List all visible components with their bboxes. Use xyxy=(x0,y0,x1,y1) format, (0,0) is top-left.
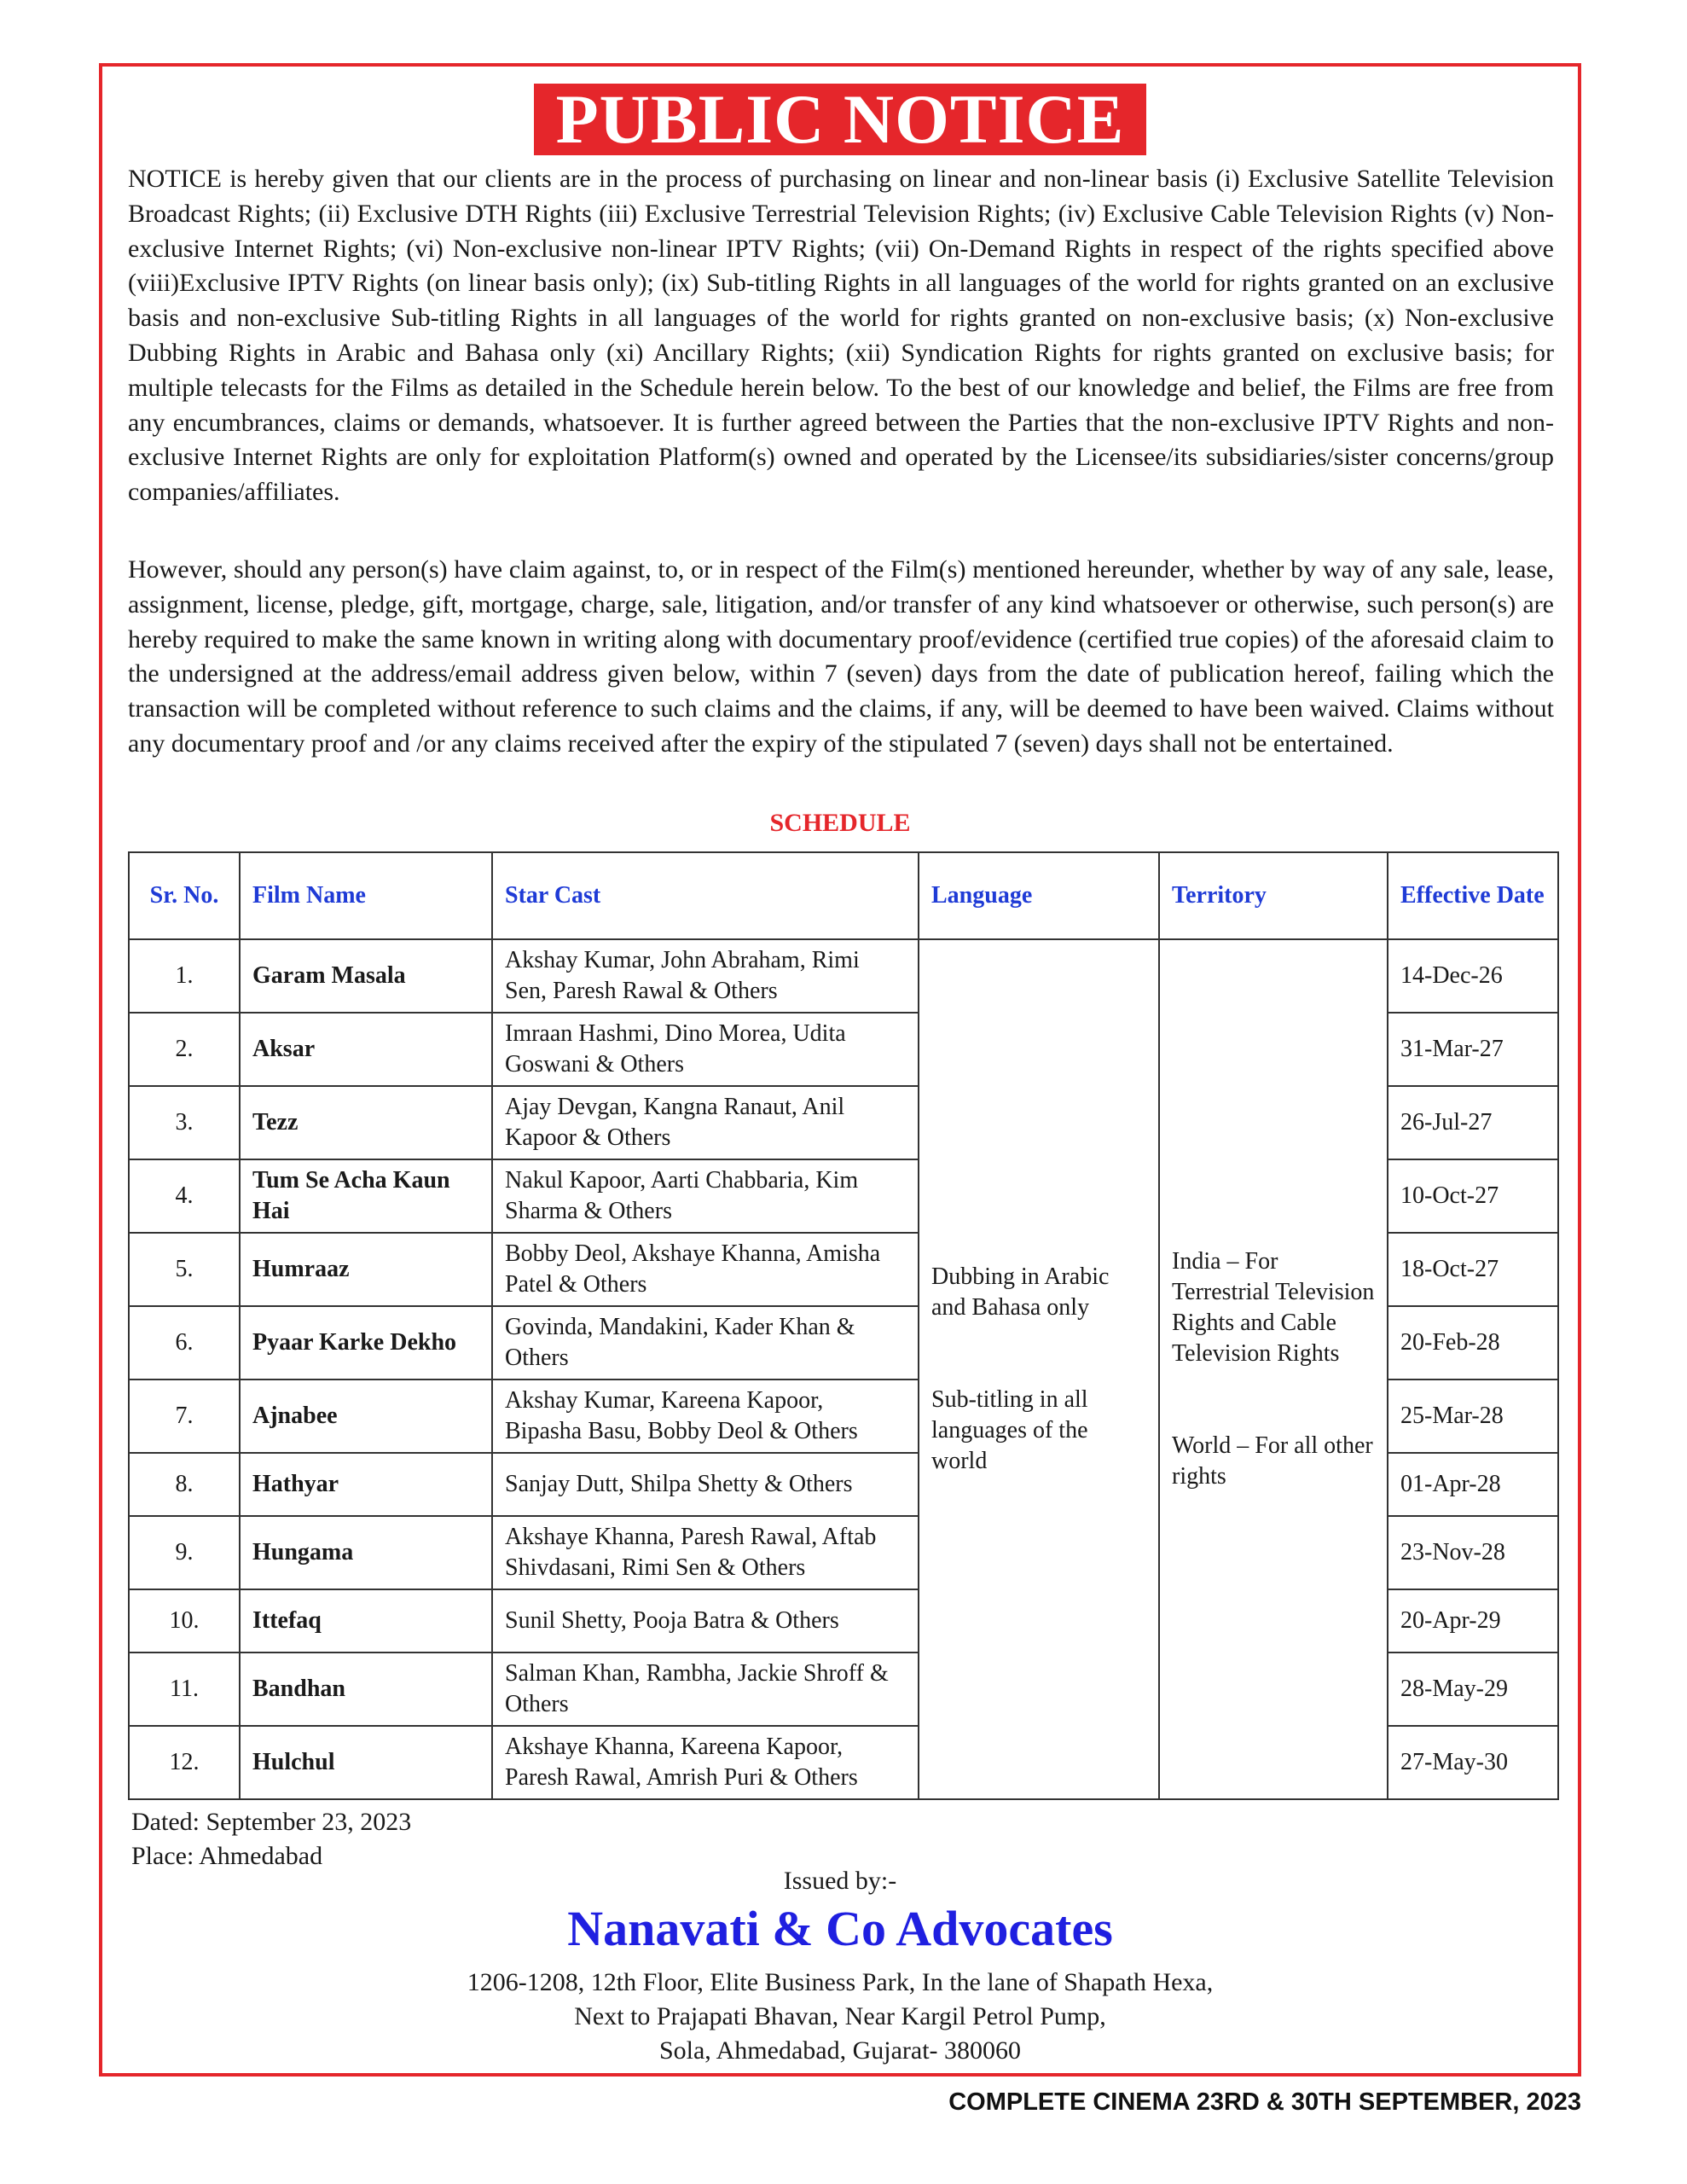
territory-cell xyxy=(1159,939,1388,1799)
row-film: Tum Se Acha Kaun Hai xyxy=(240,1159,492,1233)
row-sr: 7. xyxy=(129,1380,240,1453)
address-line-1: 1206-1208, 12th Floor, Elite Business Park, In the lane of Shapath Hexa, xyxy=(467,1968,1214,1996)
row-date: 18-Oct-27 xyxy=(1388,1233,1558,1306)
row-film: Pyaar Karke Dekho xyxy=(240,1306,492,1380)
territory-india: India – For Terrestrial Television Rights and Cable Television Rights xyxy=(1172,1248,1375,1367)
notice-paragraph-1: NOTICE is hereby given that our clients are in the process of purchasing on linear and non-linear basis (i) Exclusive Satellite Television Broadcast Rights; (ii) Exclusive DTH Rights (iii) Exclusive Terrestrial Television Rights; (iv) Exclusive Cable Television Rights (v) Non-exclusive Internet Rights; (vi) Non-exclusive non-linear IPTV Rights; (vii) On-Demand Rights in respect of the rights specified above (viii)Exclusive IPTV Rights (on linear basis only); (ix) Sub-titling Rights in all languages of the world for rights granted on an exclusive basis and non-exclusive Sub-titling Rights in all languages of the world for rights granted on non-exclusive basis; (x) Non-exclusive Dubbing Rights in Arabic and Bahasa only (xi) Ancillary Rights; (xii) Syndication Rights for rights granted on exclusive basis; for multiple telecasts for the Films as detailed in the Schedule herein below. To the best of our knowledge and belief, the Films are free from any encumbrances, claims or demands, whatsoever. It is further agreed between the Parties that the non-exclusive IPTV Rights and non-exclusive Internet Rights are only for exploitation Platform(s) owned and operated by the Licensee/its subsidiaries/sister concerns/group companies/affiliates. xyxy=(128,165,1554,507)
row-date: 26-Jul-27 xyxy=(1388,1086,1558,1159)
row-cast: Imraan Hashmi, Dino Morea, Udita Goswani & Others xyxy=(492,1013,919,1086)
address-line-2: Next to Prajapati Bhavan, Near Kargil Petrol Pump, xyxy=(574,2002,1106,2030)
row-film: Aksar xyxy=(240,1013,492,1086)
language-dubbing: Dubbing in Arabic and Bahasa only xyxy=(931,1263,1110,1321)
publication-footer: COMPLETE CINEMA 23RD & 30TH SEPTEMBER, 2023 xyxy=(948,2088,1581,2116)
header-language: Language xyxy=(919,852,1159,939)
row-cast: Sunil Shetty, Pooja Batra & Others xyxy=(492,1589,919,1653)
table-row xyxy=(129,939,1558,1013)
row-film: Hungama xyxy=(240,1516,492,1589)
header-effective-date: Effective Date xyxy=(1388,852,1558,939)
row-sr: 1. xyxy=(129,939,240,1013)
row-cast: Bobby Deol, Akshaye Khanna, Amisha Patel & Others xyxy=(492,1233,919,1306)
row-film: Bandhan xyxy=(240,1653,492,1726)
row-film: Humraaz xyxy=(240,1233,492,1306)
row-film: Ittefaq xyxy=(240,1589,492,1653)
row-date: 28-May-29 xyxy=(1388,1653,1558,1726)
territory-world: World – For all other rights xyxy=(1172,1432,1373,1490)
row-sr: 5. xyxy=(129,1233,240,1306)
row-date: 31-Mar-27 xyxy=(1388,1013,1558,1086)
row-film: Tezz xyxy=(240,1086,492,1159)
header-film-name: Film Name xyxy=(240,852,492,939)
row-cast: Akshay Kumar, John Abraham, Rimi Sen, Paresh Rawal & Others xyxy=(492,939,919,1013)
row-sr: 2. xyxy=(129,1013,240,1086)
row-cast: Nakul Kapoor, Aarti Chabbaria, Kim Sharma & Others xyxy=(492,1159,919,1233)
row-sr: 10. xyxy=(129,1589,240,1653)
row-sr: 8. xyxy=(129,1453,240,1516)
row-sr: 3. xyxy=(129,1086,240,1159)
row-sr: 6. xyxy=(129,1306,240,1380)
row-film: Ajnabee xyxy=(240,1380,492,1453)
row-sr: 4. xyxy=(129,1159,240,1233)
row-date: 27-May-30 xyxy=(1388,1726,1558,1799)
issued-by-label: Issued by:- xyxy=(783,1867,897,1895)
row-film: Hulchul xyxy=(240,1726,492,1799)
row-date: 14-Dec-26 xyxy=(1388,939,1558,1013)
firm-name: Nanavati & Co Advocates xyxy=(567,1901,1113,1956)
row-film: Hathyar xyxy=(240,1453,492,1516)
header-sr-no: Sr. No. xyxy=(129,852,240,939)
notice-title: PUBLIC NOTICE xyxy=(534,84,1147,155)
place-line: Place: Ahmedabad xyxy=(131,1842,323,1870)
row-cast: Akshaye Khanna, Paresh Rawal, Aftab Shivdasani, Rimi Sen & Others xyxy=(492,1516,919,1589)
address-line-3: Sola, Ahmedabad, Gujarat- 380060 xyxy=(658,2036,1022,2065)
table-header-row xyxy=(129,852,1558,939)
schedule-table xyxy=(128,851,1559,1800)
row-date: 25-Mar-28 xyxy=(1388,1380,1558,1453)
header-star-cast: Star Cast xyxy=(492,852,919,939)
row-date: 20-Feb-28 xyxy=(1388,1306,1558,1380)
row-cast: Akshay Kumar, Kareena Kapoor, Bipasha Basu, Bobby Deol & Others xyxy=(492,1380,919,1453)
row-film: Garam Masala xyxy=(240,939,492,1013)
row-cast: Ajay Devgan, Kangna Ranaut, Anil Kapoor & Others xyxy=(492,1086,919,1159)
row-sr: 9. xyxy=(129,1516,240,1589)
row-cast: Salman Khan, Rambha, Jackie Shroff & Others xyxy=(492,1653,919,1726)
header-territory: Territory xyxy=(1159,852,1388,939)
row-cast: Govinda, Mandakini, Kader Khan & Others xyxy=(492,1306,919,1380)
row-date: 01-Apr-28 xyxy=(1388,1453,1558,1516)
row-sr: 12. xyxy=(129,1726,240,1799)
title-wrap xyxy=(102,80,1578,158)
language-cell xyxy=(919,939,1159,1799)
row-date: 10-Oct-27 xyxy=(1388,1159,1558,1233)
schedule-title: SCHEDULE xyxy=(769,809,911,837)
language-subtitling: Sub-titling in all languages of the world xyxy=(931,1386,1088,1474)
row-date: 23-Nov-28 xyxy=(1388,1516,1558,1589)
row-cast: Sanjay Dutt, Shilpa Shetty & Others xyxy=(492,1453,919,1516)
row-sr: 11. xyxy=(129,1653,240,1726)
notice-border xyxy=(99,63,1581,2077)
dated-line: Dated: September 23, 2023 xyxy=(131,1808,412,1836)
row-date: 20-Apr-29 xyxy=(1388,1589,1558,1653)
row-cast: Akshaye Khanna, Kareena Kapoor, Paresh Rawal, Amrish Puri & Others xyxy=(492,1726,919,1799)
notice-paragraph-2: However, should any person(s) have claim against, to, or in respect of the Film(s) mentioned hereunder, whether by way of any sale, lease, assignment, license, pledge, gift, mortgage, charge, sale, litigation, and/or transfer of any kind whatsoever or otherwise, such person(s) are hereby required to make the same known in writing along with documentary proof/evidence (certified true copies) of the aforesaid claim to the undersigned at the address/email address given below, within 7 (seven) days from the date of publication hereof, failing which the transaction will be completed without reference to such claims and the claims, if any, will be deemed to have been waived. Claims without any documentary proof and /or any claims received after the expiry of the stipulated 7 (seven) days shall not be entertained. xyxy=(128,555,1554,758)
